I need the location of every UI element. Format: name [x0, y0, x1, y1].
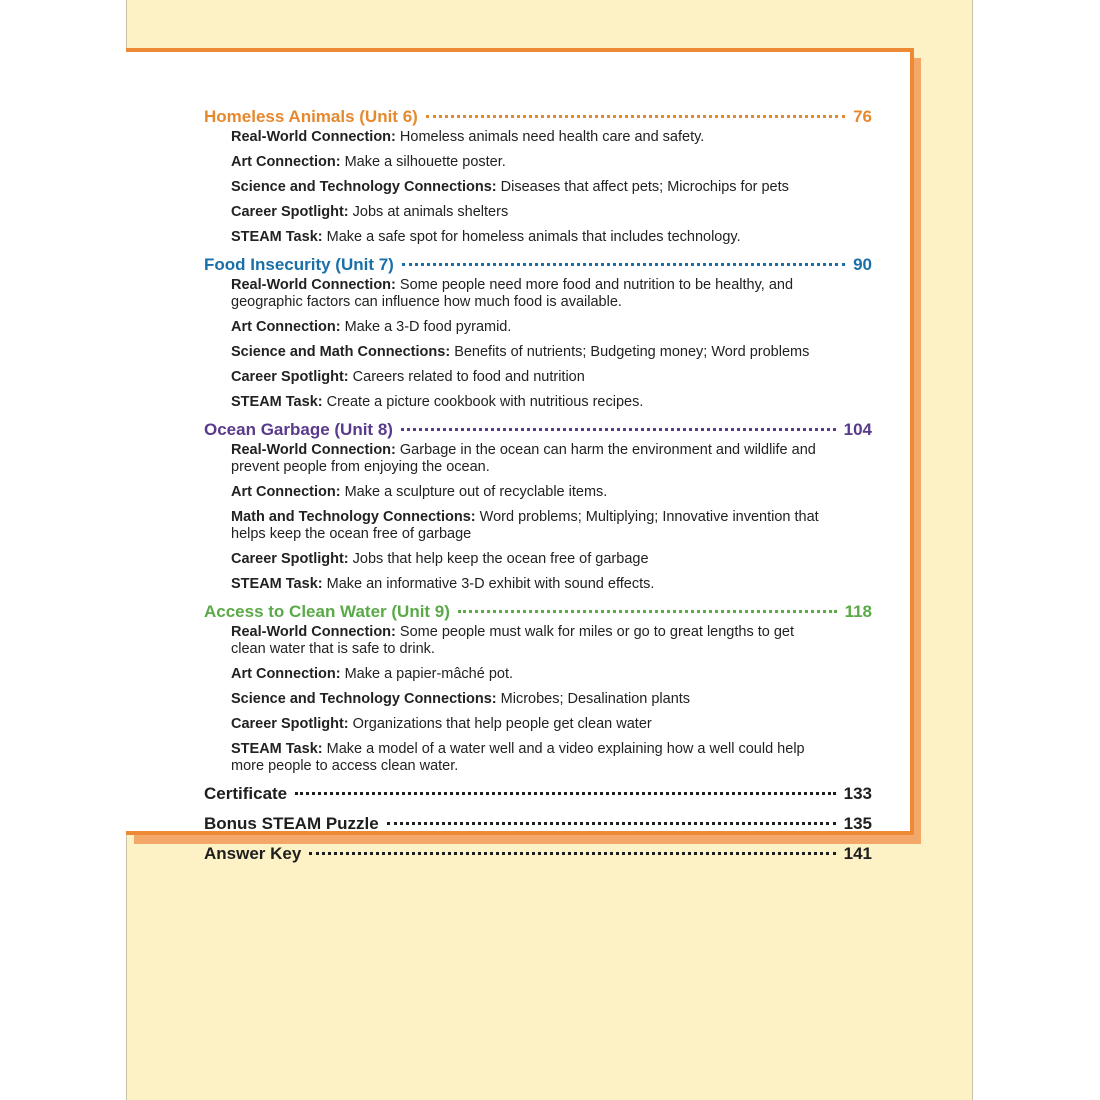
section-title: Homeless Animals (Unit 6): [204, 107, 418, 126]
page-number: 90: [853, 255, 872, 274]
dot-leader: [387, 822, 836, 825]
section-heading[interactable]: [204, 419, 872, 441]
entry-art: [231, 319, 826, 336]
table-of-contents: [204, 106, 872, 865]
entry-label: Real-World Connection:: [231, 624, 396, 640]
entry-label: Science and Technology Connections:: [231, 179, 497, 195]
entry-label: Science and Technology Connections:: [231, 691, 497, 707]
entry-text: Make an informative 3-D exhibit with sound effects.: [326, 576, 655, 592]
entry-text: Word problems; Multiplying; Innovative invention that helps keep the ocean free of garbage: [231, 509, 819, 542]
entry-connections: [231, 344, 826, 361]
entry-text: Microbes; Desalination plants: [500, 691, 691, 707]
entry-label: Career Spotlight:: [231, 204, 349, 220]
entry-steam-task: [231, 576, 826, 593]
entry-text: Organizations that help people get clean water: [352, 716, 652, 732]
section-entries: [231, 129, 826, 246]
section-title: Food Insecurity (Unit 7): [204, 255, 394, 274]
page-number: 141: [843, 844, 872, 863]
page-number: 135: [843, 814, 872, 833]
toc-entry-bonus-puzzle[interactable]: [204, 813, 872, 835]
section-entries: [231, 624, 826, 775]
dot-leader: [426, 115, 845, 118]
entry-label: Math and Technology Connections:: [231, 509, 476, 525]
toc-entry-answer-key[interactable]: [204, 843, 872, 865]
entry-label: STEAM Task:: [231, 229, 323, 245]
entry-text: Make a sculpture out of recyclable items.: [344, 484, 608, 500]
section-title: Certificate: [204, 784, 288, 803]
entry-label: Art Connection:: [231, 154, 341, 170]
section-heading[interactable]: [204, 254, 872, 276]
entry-real-world: [231, 129, 826, 146]
toc-section: [204, 419, 872, 593]
entry-art: [231, 154, 826, 171]
entry-text: Diseases that affect pets; Microchips for pets: [500, 179, 789, 195]
entry-text: Some people need more food and nutrition to be healthy, and geographic factors can influence how much food is available.: [231, 277, 794, 310]
entry-label: Science and Math Connections:: [231, 344, 451, 360]
dot-leader: [309, 852, 835, 855]
dot-leader: [401, 428, 836, 431]
entry-steam-task: [231, 229, 826, 246]
section-title: Access to Clean Water (Unit 9): [204, 602, 450, 621]
entry-label: Art Connection:: [231, 666, 341, 682]
entry-text: Careers related to food and nutrition: [352, 369, 585, 385]
entry-connections: [231, 179, 826, 196]
entry-text: Benefits of nutrients; Budgeting money; Word problems: [454, 344, 810, 360]
entry-label: Career Spotlight:: [231, 551, 349, 567]
entry-steam-task: [231, 394, 826, 411]
entry-label: Art Connection:: [231, 484, 341, 500]
entry-label: Career Spotlight:: [231, 716, 349, 732]
page-number: 118: [844, 602, 872, 621]
entry-art: [231, 484, 826, 501]
entry-connections: [231, 509, 826, 543]
toc-section: [204, 106, 872, 246]
toc-section: [204, 601, 872, 775]
entry-text: Jobs at animals shelters: [352, 204, 509, 220]
entry-text: Some people must walk for miles or go to great lengths to get clean water that is safe to drink.: [231, 624, 795, 657]
section-heading[interactable]: [204, 106, 872, 128]
section-entries: [231, 442, 826, 593]
entry-text: Jobs that help keep the ocean free of garbage: [352, 551, 649, 567]
dot-leader: [295, 792, 835, 795]
entry-label: Art Connection:: [231, 319, 341, 335]
entry-text: Make a 3-D food pyramid.: [344, 319, 512, 335]
entry-text: Make a papier-mâché pot.: [344, 666, 514, 682]
entry-label: Career Spotlight:: [231, 369, 349, 385]
dot-leader: [402, 263, 845, 266]
entry-art: [231, 666, 826, 683]
entry-label: STEAM Task:: [231, 576, 323, 592]
section-entries: [231, 277, 826, 411]
entry-label: STEAM Task:: [231, 394, 323, 410]
entry-career: [231, 369, 826, 386]
entry-career: [231, 716, 826, 733]
entry-real-world: [231, 624, 826, 658]
entry-text: Create a picture cookbook with nutritious recipes.: [326, 394, 644, 410]
section-heading[interactable]: [204, 601, 872, 623]
page-number: 104: [843, 420, 872, 439]
entry-steam-task: [231, 741, 826, 775]
entry-text: Make a model of a water well and a video explaining how a well could help more people to access clean water.: [231, 741, 805, 774]
entry-label: Real-World Connection:: [231, 129, 396, 145]
entry-real-world: [231, 277, 826, 311]
entry-label: Real-World Connection:: [231, 442, 396, 458]
dot-leader: [458, 610, 837, 613]
page-number: 76: [853, 107, 872, 126]
entry-text: Make a safe spot for homeless animals that includes technology.: [326, 229, 741, 245]
entry-text: Homeless animals need health care and safety.: [399, 129, 705, 145]
end-matter: [204, 783, 872, 865]
entry-career: [231, 204, 826, 221]
page-number: 133: [843, 784, 872, 803]
section-title: Bonus STEAM Puzzle: [204, 814, 379, 833]
toc-section: [204, 254, 872, 411]
entry-connections: [231, 691, 826, 708]
entry-label: STEAM Task:: [231, 741, 323, 757]
section-title: Answer Key: [204, 844, 302, 863]
entry-text: Make a silhouette poster.: [344, 154, 506, 170]
entry-text: Garbage in the ocean can harm the environment and wildlife and prevent people from enjoying the ocean.: [231, 442, 816, 475]
toc-entry-certificate[interactable]: [204, 783, 872, 805]
entry-real-world: [231, 442, 826, 476]
section-title: Ocean Garbage (Unit 8): [204, 420, 393, 439]
entry-label: Real-World Connection:: [231, 277, 396, 293]
entry-career: [231, 551, 826, 568]
